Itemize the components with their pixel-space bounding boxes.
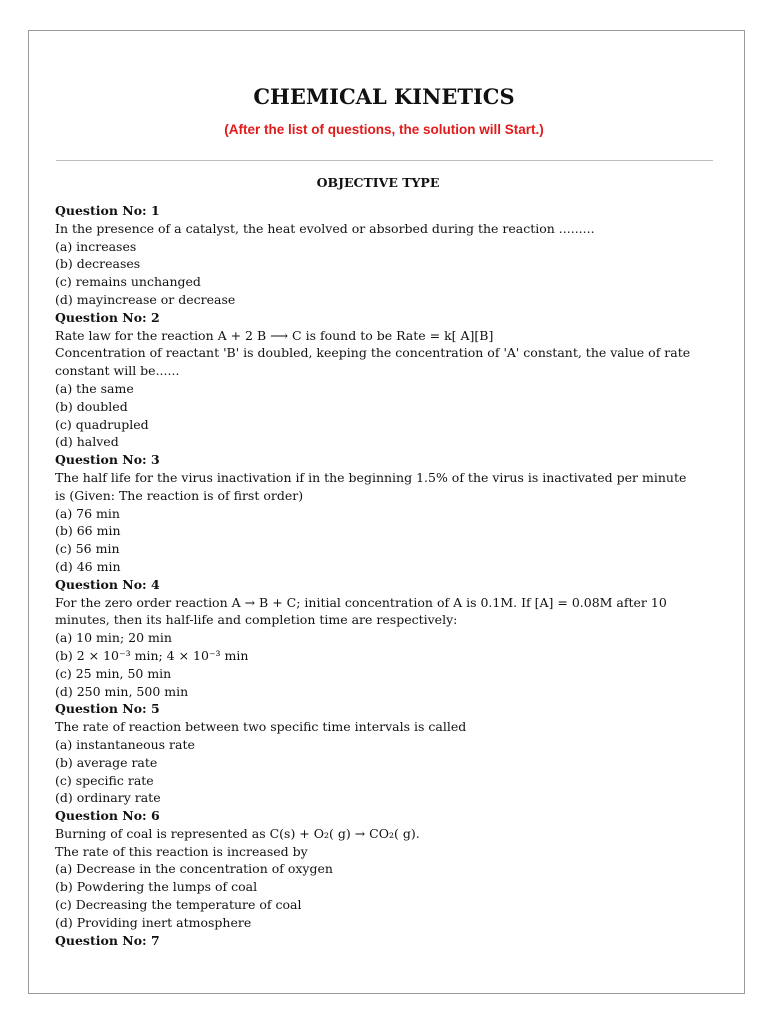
question-block: [55, 309, 720, 451]
question-text: The rate of this reaction is increased by: [55, 843, 308, 859]
question-heading: Question No: 5: [55, 701, 160, 717]
question-text: minutes, then its half-life and completion time are respectively:: [55, 612, 458, 628]
answer-option: (d) mayincrease or decrease: [55, 291, 236, 307]
document-title: CHEMICAL KINETICS: [253, 84, 515, 109]
question-text: constant will be......: [55, 363, 180, 379]
question-text: Burning of coal is represented as C(s) + O₂( g) → CO₂( g).: [55, 825, 420, 841]
answer-option: (b) Powdering the lumps of coal: [55, 879, 258, 895]
question-heading: Question No: 7: [55, 932, 160, 948]
question-heading: Question No: 4: [55, 576, 160, 592]
question-heading: Question No: 6: [55, 808, 160, 824]
answer-option: (b) average rate: [55, 754, 158, 770]
answer-option: (d) halved: [55, 434, 119, 450]
answer-option: (b) 66 min: [55, 523, 121, 539]
answer-option: (b) doubled: [55, 398, 128, 414]
question-text: For the zero order reaction A → B + C; initial concentration of A is 0.1M. If [A] = 0.08M after 10: [55, 594, 667, 610]
question-text: Concentration of reactant 'B' is doubled, keeping the concentration of 'A' constant, the value of rate: [55, 345, 691, 361]
answer-option: (b) decreases: [55, 256, 141, 272]
answer-option: (a) Decrease in the concentration of oxygen: [55, 861, 333, 877]
answer-option: (d) 250 min, 500 min: [55, 683, 189, 699]
question-text: is (Given: The reaction is of first order): [55, 487, 304, 503]
question-heading: Question No: 2: [55, 309, 160, 325]
question-text: The rate of reaction between two specific time intervals is called: [55, 719, 467, 735]
answer-option: (c) 56 min: [55, 541, 120, 557]
answer-option: (d) Providing inert atmosphere: [55, 914, 252, 930]
question-text: Rate law for the reaction A + 2 B ⟶ C is found to be Rate = k[ A][B]: [55, 327, 494, 343]
question-block: [55, 202, 720, 309]
answer-option: (a) 76 min: [55, 505, 120, 521]
question-text: The half life for the virus inactivation if in the beginning 1.5% of the virus is inactivated per minute: [55, 469, 687, 485]
horizontal-divider: [56, 160, 713, 161]
answer-option: (c) 25 min, 50 min: [55, 665, 172, 681]
answer-option: (c) Decreasing the temperature of coal: [55, 897, 302, 913]
question-block: [55, 700, 720, 807]
answer-option: (a) instantaneous rate: [55, 736, 195, 752]
document-subtitle: (After the list of questions, the solution will Start.): [224, 122, 544, 137]
answer-option: (a) the same: [55, 380, 134, 396]
question-block: [55, 807, 720, 932]
question-text: In the presence of a catalyst, the heat evolved or absorbed during the reaction .........: [55, 220, 595, 236]
answer-option: (d) 46 min: [55, 558, 121, 574]
answer-option: (c) specific rate: [55, 772, 154, 788]
question-heading: Question No: 1: [55, 203, 160, 218]
question-block: [55, 932, 720, 950]
section-heading: OBJECTIVE TYPE: [316, 175, 440, 190]
answer-option: (c) remains unchanged: [55, 274, 201, 290]
question-block: [55, 576, 720, 701]
answer-option: (c) quadrupled: [55, 416, 149, 432]
question-list: [55, 202, 720, 949]
answer-option: (a) 10 min; 20 min: [55, 630, 172, 646]
answer-option: (b) 2 × 10⁻³ min; 4 × 10⁻³ min: [55, 647, 249, 663]
question-heading: Question No: 3: [55, 452, 160, 468]
question-block: [55, 451, 720, 576]
answer-option: (a) increases: [55, 238, 137, 254]
answer-option: (d) ordinary rate: [55, 790, 161, 806]
